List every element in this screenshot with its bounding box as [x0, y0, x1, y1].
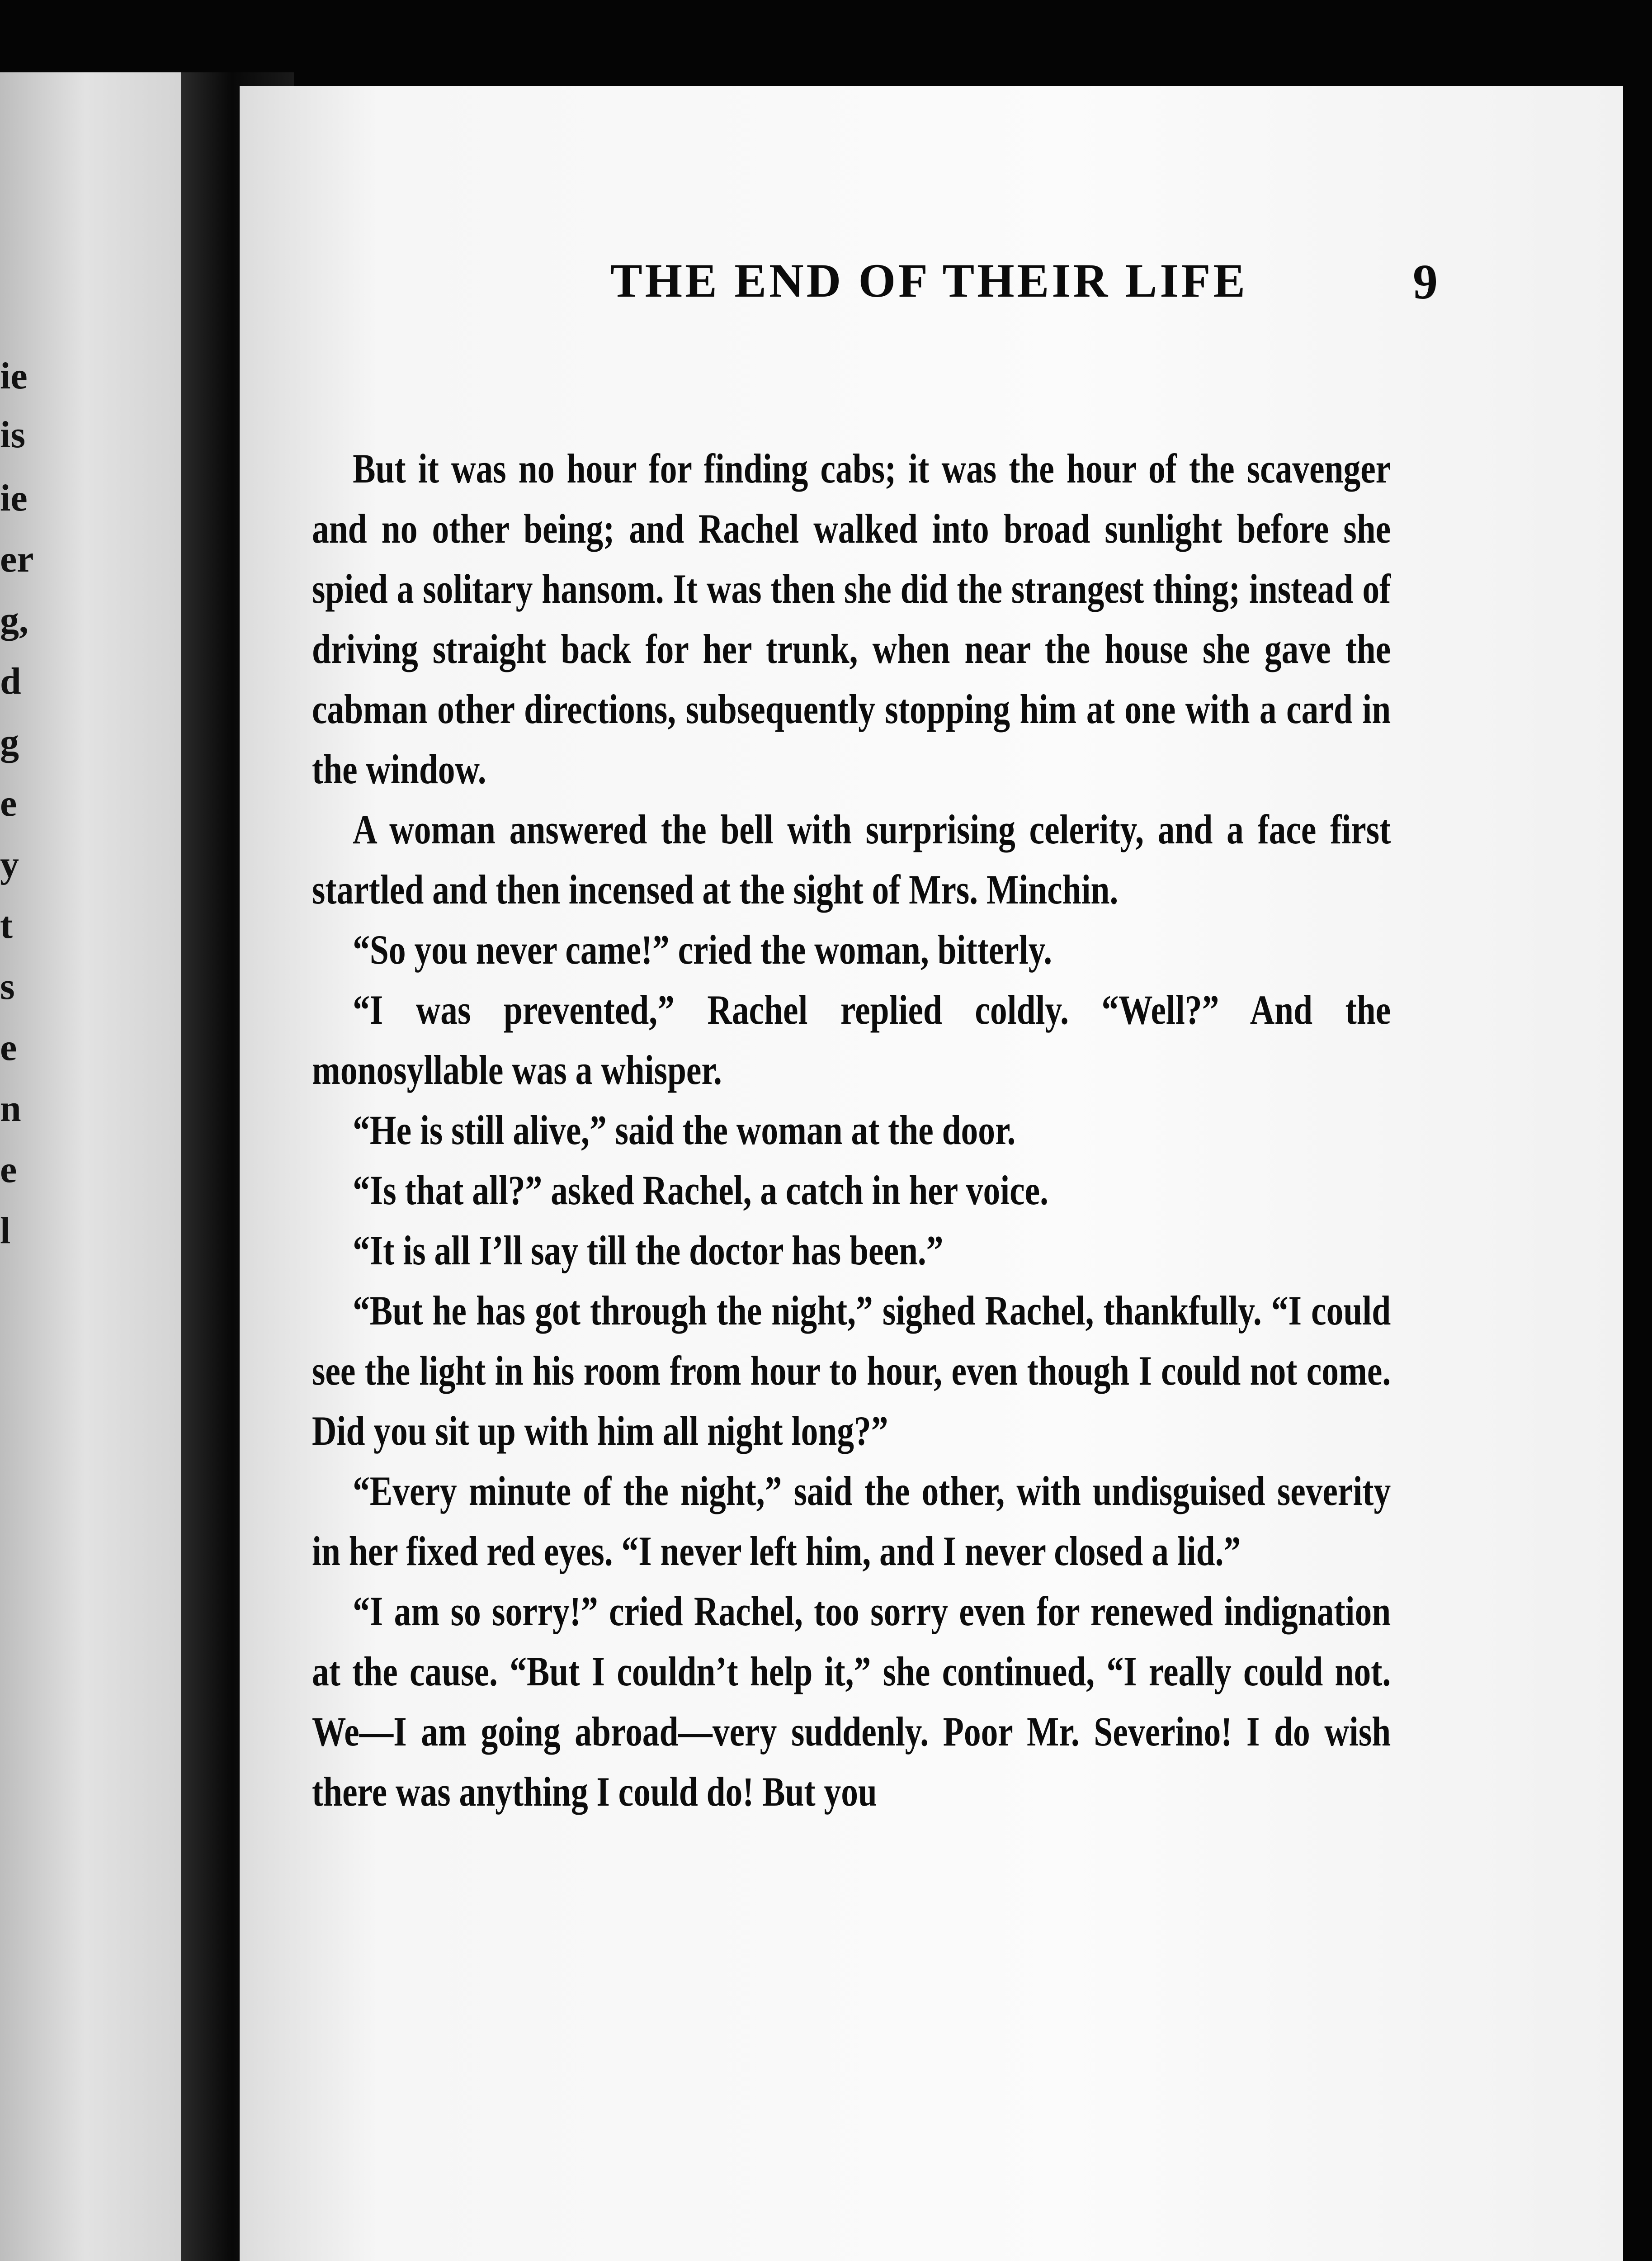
paragraph: But it was no hour for finding cabs; it was the hour of the scavenger and no other being; and Rachel walked into broad sunlight before she spied a solitary hansom. It was then she did the strangest thing; instead of driving straight back for her trunk, when near the house she gave the cabman other directions, subsequently stopping him at one with a card in the window. — [312, 445, 1391, 792]
left-edge-fragment: e — [0, 1026, 17, 1069]
paragraph: “He is still alive,” said the woman at the door. — [353, 1107, 1016, 1153]
running-title: THE END OF THEIR LIFE — [610, 254, 1248, 307]
paragraph: “Is that all?” asked Rachel, a catch in her voice. — [353, 1167, 1048, 1213]
left-edge-fragment: g, — [0, 599, 28, 641]
paragraph: “But he has got through the night,” sighed Rachel, thankfully. “I could see the light in his room from hour to hour, even though I could not come. Did you sit up with him all night long?” — [312, 1287, 1391, 1454]
left-edge-fragment: e — [0, 1149, 17, 1191]
page-number: 9 — [1413, 254, 1438, 309]
left-edge-fragment: t — [0, 904, 13, 946]
running-head — [240, 253, 1623, 326]
paragraph: A woman answered the bell with surprising celerity, and a face first startled and then incensed at the sight of Mrs. Minchin. — [312, 806, 1391, 913]
paragraph: “Every minute of the night,” said the other, with undisguised severity in her fixed red eyes. “I never left him, and I never closed a lid.” — [312, 1468, 1391, 1574]
left-edge-fragment: s — [0, 965, 15, 1008]
left-edge-fragment: l — [0, 1210, 11, 1252]
left-edge-fragment: n — [0, 1088, 21, 1130]
left-edge-fragment: is — [0, 414, 26, 456]
paragraph: “I was prevented,” Rachel replied coldly. “Well?” And the monosyllable was a whisper. — [312, 987, 1391, 1093]
paragraph: “I am so sorry!” cried Rachel, too sorry even for renewed indignation at the cause. “But I couldn’t help it,” she continued, “I really could not. We—I am going abroad—very suddenly. Poor Mr. Severino! I do wish there was anything I could do! But you — [312, 1588, 1391, 1815]
book-page — [240, 86, 1623, 2261]
left-edge-fragment: e — [0, 782, 17, 824]
left-edge-fragment: y — [0, 843, 19, 885]
left-edge-fragment: ie — [0, 477, 28, 519]
left-edge-fragment: ie — [0, 355, 28, 397]
paragraph: “So you never came!” cried the woman, bitterly. — [353, 927, 1053, 973]
left-edge-fragment: g — [0, 721, 19, 763]
paragraph: “It is all I’ll say till the doctor has been.” — [353, 1227, 944, 1273]
body-text — [312, 439, 1391, 1822]
left-edge-fragment: er — [0, 538, 34, 580]
left-edge-fragment: d — [0, 660, 21, 702]
